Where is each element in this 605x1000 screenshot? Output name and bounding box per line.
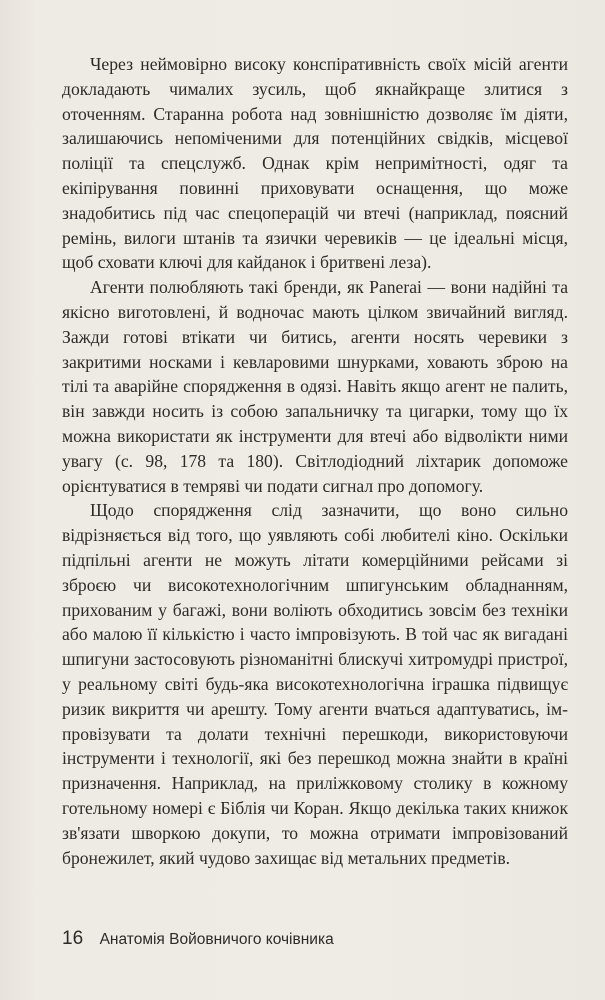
page-footer <box>62 928 334 950</box>
paragraph-1: Через неймовірно високу конспіративність своїх місій агенти докладають чималих зусиль, щоб якнайкраще злитися з оточенням. Старанна робота над зовнішністю дозволяє їм діяти, залишаючись непоміченими для потенційних свідків, місцевої поліції та спецслужб. Однак крім непримітності, одяг та екіпірування повинні приховувати оснащення, що може знадобитись під час спецоперацій чи втечі (наприклад, поясний ремінь, вилоги штанів та язички черевиків — це ідеальні місця, щоб сховати ключі для кайданок і бритвені леза). <box>62 54 568 273</box>
paragraph-2: Агенти полюбляють такі бренди, як Panerai — вони надійні та якісно виготовлені, й водночас мають цілком звичайний вигляд. Зажди готові втікати чи битись, агенти носять черевики з закритими носками і кевларовими шнурками, ховають зброю на тілі та аварійне спорядження в одязі. Навіть якщо агент не палить, він завжди носить із собою запальничку та цигарки, тому що їх можна використати як інструменти для втечі або відволікти ними увагу (с. 98, 178 та 180). Світлодіодний ліхтарик допоможе орієнтуватися в темряві чи подати сигнал про допомогу. <box>62 277 568 496</box>
running-title: Анатомія Войовничого кочівника <box>99 931 334 948</box>
page-number: 16 <box>62 928 84 949</box>
paragraph-3: Щодо спорядження слід зазначити, що воно сильно відрізняється від того, що уявляють собі любителі кіно. Оскільки підпільні агенти не можуть літати комерційними рейсами зі зброєю чи високотехнологічним шпигунським обладнанням, прихованим у багажі, вони воліють обходитись зовсім без техніки або малою її кількістю і часто імпровізують. В той час як вигадані шпигуни застосовують різноманітні блискучі хитромудрі пристрої, у реальному світі будь-яка високотехнологічна іграшка підвищує ризик викриття чи арешту. Тому агенти вчаться адаптуватись, імпровізувати та долати технічні перешкоди, використовуючи інструменти і технології, які без перешкод можна знайти в країні призначення. Наприклад, на приліжковому столику в кожному готельному номері є Біблія чи Коран. Якщо декілька таких книжок зв'язати шворкою докупи, то можна отримати імпровізований бронежилет, який чудово захищає від метальних предметів. <box>62 500 568 868</box>
body-text <box>62 52 568 870</box>
